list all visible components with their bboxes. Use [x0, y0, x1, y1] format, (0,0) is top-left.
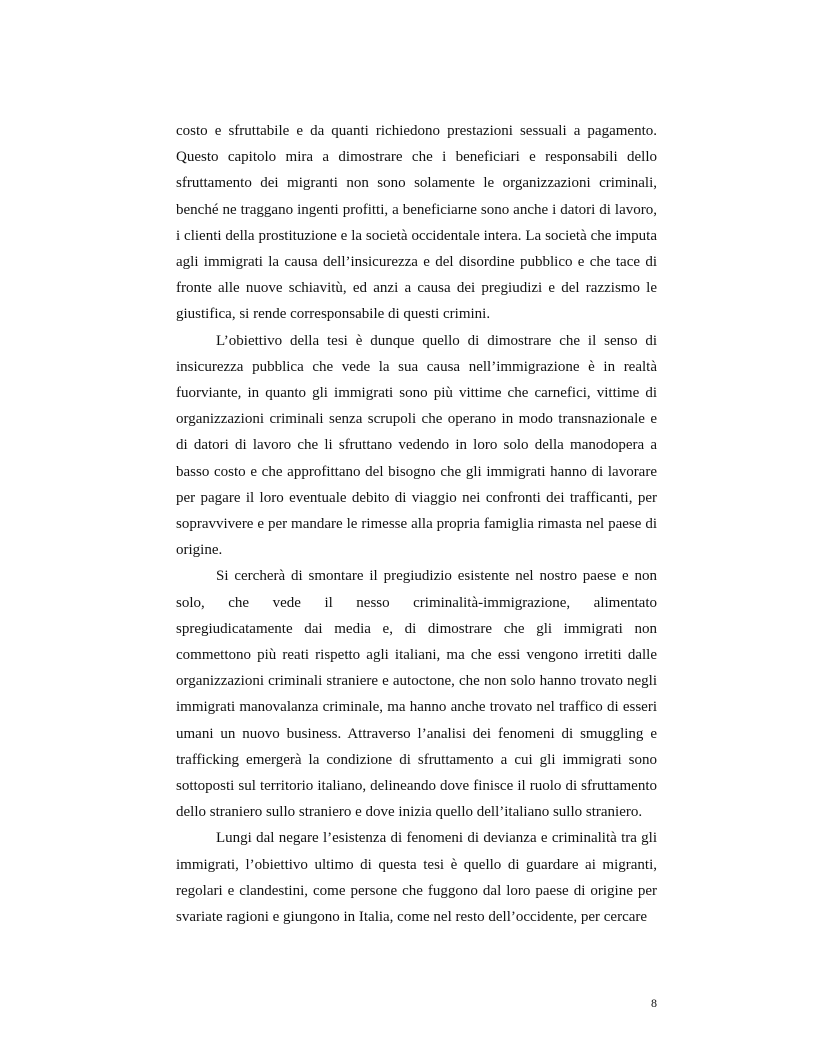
paragraph-final-goal: Lungi dal negare l’esistenza di fenomeni di devianza e criminalità tra gli immigrati, l’obiettivo ultimo di questa tesi è quello di guardare ai migranti, regolari e clandestini, come persone che fuggono dal loro paese di origine per svariate ragioni e giungono in Italia, come nel resto dell’occidente, per cercare: [176, 830, 657, 926]
paragraph-objective: L’obiettivo della tesi è dunque quello di dimostrare che il senso di insicurezza pubblica che vede la sua causa nell’immigrazione è in realtà fuorviante, in quanto gli immigrati sono più vittime che carnefici, vittime di organizzazioni criminali senza scrupoli che operano in modo transnazionale e di datori di lavoro che li sfruttano vedendo in loro solo della manodopera a basso costo e che approfittano del bisogno che gli immigrati hanno di lavorare per pagare il loro eventuale debito di viaggio nei confronti dei trafficanti, per sopravvivere e per mandare le rimesse alla propria famiglia rimasta nel paese di origine.: [176, 332, 657, 559]
page-body: [176, 118, 657, 930]
paragraph-continuation: costo e sfruttabile e da quanti richiedono prestazioni sessuali a pagamento. Questo capitolo mira a dimostrare che i beneficiari e responsabili dello sfruttamento dei migranti non sono solamente le organizzazioni criminali, benché ne traggano ingenti profitti, a beneficiarne sono anche i datori di lavoro, i clienti della prostituzione e la società occidentale intera. La società che imputa agli immigrati la causa dell’insicurezza e del disordine pubblico e che tace di fronte alle nuove schiavitù, ed anzi a causa dei pregiudizi e del razzismo le giustifica, si rende corresponsabile di questi crimini.: [176, 123, 657, 323]
paragraph-prejudice: Si cercherà di smontare il pregiudizio esistente nel nostro paese e non solo, che vede il nesso criminalità-immigrazione, alimentato spregiudicatamente dai media e, di dimostrare che gli immigrati non commettono più reati rispetto agli italiani, ma che essi vengono irretiti dalle organizzazioni criminali straniere e autoctone, che non solo hanno trovato negli immigrati manovalanza criminale, ma hanno anche trovato nel traffico di esseri umani un nuovo business. Attraverso l’analisi dei fenomeni di smuggling e trafficking emergerà la condizione di sfruttamento a cui gli immigrati sono sottoposti sul territorio italiano, delineando dove finisce il ruolo di sfruttamento dello straniero sullo straniero e dove inizia quello dell’italiano sullo straniero.: [176, 568, 657, 821]
page-number: 8: [651, 996, 657, 1010]
